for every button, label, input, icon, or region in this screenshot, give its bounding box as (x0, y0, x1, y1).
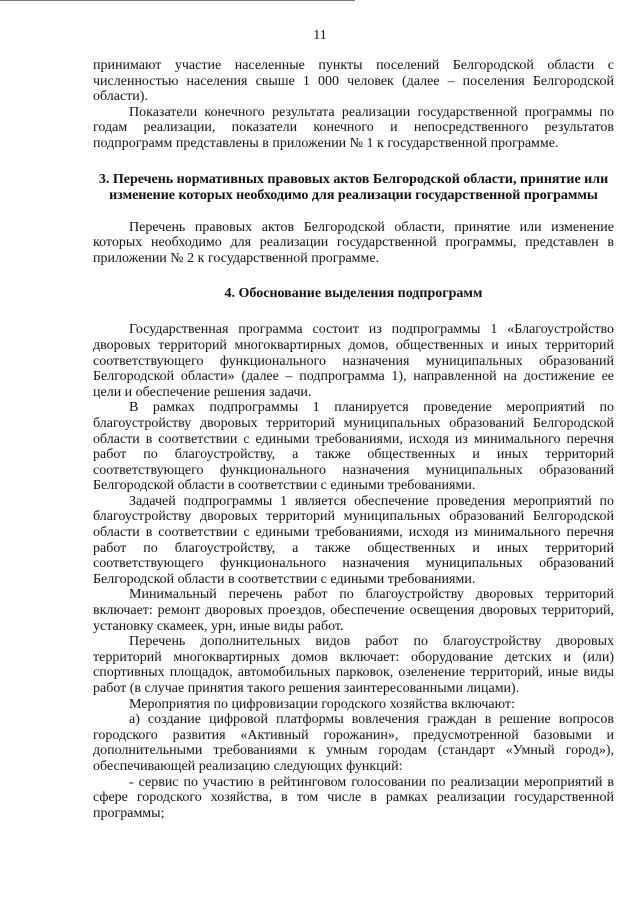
paragraph-subprogram-task: Задачей подпрограммы 1 является обеспечение проведения мероприятий по благоустройству дворовых территорий муниципальных образований Белгородской области в соответствии с едиными требованиями, исходя из минимального перечня работ по благоустройству, а также общественных и иных территорий соответствующего функционального назначения муниципальных образований Белгородской области в соответствии с едиными требованиями. (93, 493, 614, 587)
paragraph-platform: а) создание цифровой платформы вовлечения граждан в решение вопросов городского развития «Активный горожанин», предусмотренной базовыми и дополнительными требованиями к умным городам (стандарт «Умный город»), обеспечивающей реализацию следующих функций: (93, 712, 614, 774)
paragraph-legal-acts: Перечень правовых актов Белгородской области, принятие или изменение которых необходимо для реализации государственной программы, представлен в приложении № 2 к государственной программе. (93, 219, 614, 266)
top-rule (0, 0, 355, 1)
section-4-heading: 4. Обоснование выделения подпрограмм (224, 286, 483, 302)
paragraph-minimal-works: Минимальный перечень работ по благоустройству дворовых территорий включает: ремонт дворовых проездов, обеспечение освещения дворовых территорий, установку скамеек, урн, иные виды работ. (93, 587, 614, 634)
paragraph-program-composition: Государственная программа состоит из подпрограммы 1 «Благоустройство дворовых территорий многоквартирных домов, общественных и иных территорий соответствующего функционального назначения муниципальных образований Белгородской области» (далее – подпрограмма 1), направленной на достижение ее цели и обеспечение решения задачи. (93, 322, 614, 400)
paragraph-digitalization: Мероприятия по цифровизации городского хозяйства включают: (129, 696, 515, 712)
page-number: 11 (313, 28, 327, 43)
paragraph-indicators: Показатели конечного результата реализации государственной программы по годам реализации, показатели конечного и непосредственного результатов подпрограмм представлены в приложении № 1 к государственной программе. (93, 104, 614, 151)
paragraph-additional-works: Перечень дополнительных видов работ по благоустройству дворовых территорий многоквартирных домов включает: оборудование детских и (или) спортивных площадок, автомобильных парковок, озеленение территорий, иные виды работ (в случае принятия такого решения заинтересованными лицами). (93, 634, 614, 696)
paragraph-voting-service: - сервис по участию в рейтинговом голосовании по реализации мероприятий в сфере городского хозяйства, в том числе в рамках реализации государственной программы; (93, 774, 614, 821)
paragraph-subprogram-activities: В рамках подпрограммы 1 планируется проведение мероприятий по благоустройству дворовых территорий муниципальных образований Белгородской области в соответствии с едиными требованиями, исходя из минимального перечня работ по благоустройству, а также общественных и иных территорий соответствующего функционального назначения муниципальных образований Белгородской области в соответствии с едиными требованиями. (93, 400, 614, 494)
section-3-heading: 3. Перечень нормативных правовых актов Белгородской области, принятие или изменение которых необходимо для реализации государственной программы (98, 171, 609, 203)
document-body (93, 58, 614, 821)
paragraph-continuation: принимают участие населенные пункты поселений Белгородской области с численностью населения свыше 1 000 человек (далее – поселения Белгородской области). (93, 58, 614, 105)
